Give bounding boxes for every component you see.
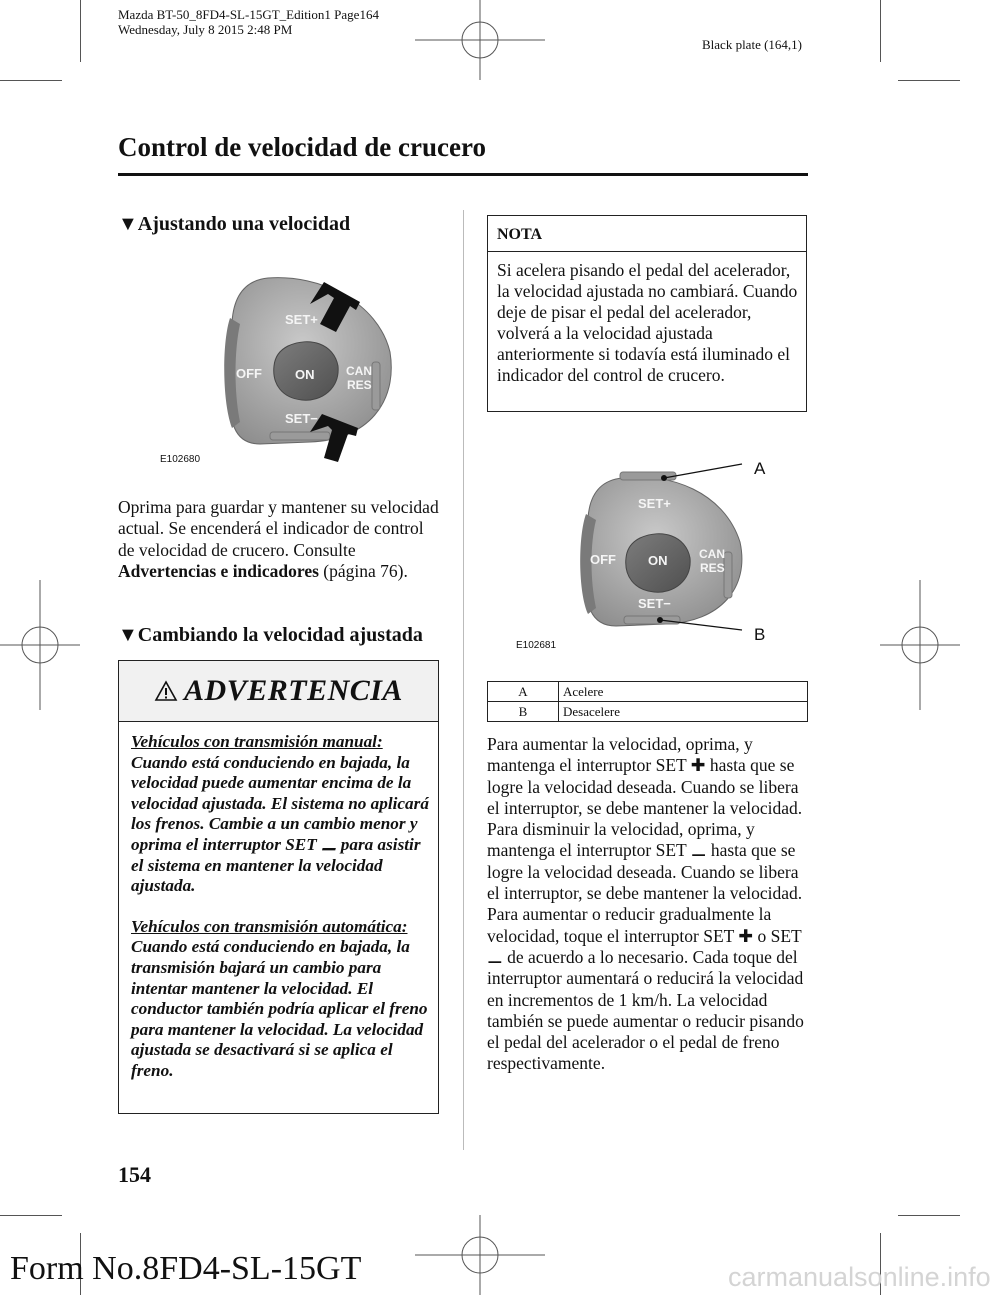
watermark: carmanualsonline.info bbox=[728, 1262, 991, 1292]
warning-body bbox=[119, 722, 438, 1082]
note-box bbox=[487, 215, 807, 412]
fig2-set-plus-label: SET+ bbox=[638, 496, 671, 511]
table-cell-value: Desacelere bbox=[559, 702, 808, 722]
cruise-switch-figure bbox=[150, 262, 410, 467]
section-heading-ajustando: ▼Ajustando una velocidad bbox=[118, 213, 351, 235]
fig1-can-label: CAN bbox=[346, 364, 372, 378]
warning-title: ADVERTENCIA bbox=[184, 674, 403, 707]
fig2-code: E102681 bbox=[516, 640, 557, 651]
section1-paragraph: Oprima para guardar y mantener su velocidad actual. Se encenderá el indicador de control de velocidad de crucero. Consulte Advertencias e indicadores (página 76). bbox=[118, 497, 439, 581]
table-cell-value: Acelere bbox=[559, 682, 808, 702]
column-divider bbox=[463, 210, 464, 1150]
legend-table bbox=[487, 681, 808, 722]
section-heading-cambiando: ▼Cambiando la velocidad ajustada bbox=[118, 624, 423, 646]
fig2-res-label: RES bbox=[700, 561, 725, 575]
callout-line-b bbox=[660, 620, 742, 630]
warning-box bbox=[118, 660, 439, 1114]
triangle-down-icon: ▼ bbox=[118, 624, 138, 646]
warning-triangle-icon bbox=[154, 680, 178, 702]
table-row bbox=[488, 702, 808, 722]
table-cell-key: A bbox=[488, 682, 559, 702]
fig2-off-label: OFF bbox=[590, 552, 616, 567]
fig1-on-label: ON bbox=[295, 367, 315, 382]
print-meta-line2: Wednesday, July 8 2015 2:48 PM bbox=[118, 22, 293, 37]
registration-mark-top bbox=[415, 0, 545, 80]
fig1-set-minus-label: SET− bbox=[285, 411, 318, 426]
note-title: NOTA bbox=[488, 216, 806, 252]
fig1-set-plus-label: SET+ bbox=[285, 312, 318, 327]
triangle-down-icon: ▼ bbox=[118, 213, 138, 235]
print-meta bbox=[118, 7, 379, 37]
warning-auto-text: Cuando está conduciendo en bajada, la transmisión bajará un cambio para intentar mantener la velocidad. El conductor también podría aplicar el freno para mantener la velocidad. La velocidad ajustada se desactivará si se aplica el freno. bbox=[131, 937, 428, 1080]
table-cell-key: B bbox=[488, 702, 559, 722]
fig2-set-minus-label: SET− bbox=[638, 596, 671, 611]
page-number: 154 bbox=[118, 1162, 151, 1187]
fig2-can-label: CAN bbox=[699, 547, 725, 561]
print-meta-line1: Mazda BT-50_8FD4-SL-15GT_Edition1 Page164 bbox=[118, 7, 379, 22]
table-row bbox=[488, 682, 808, 702]
instructions-paragraph: Para aumentar la velocidad, oprima, y mantenga el interruptor SET ✚ hasta que se logre la velocidad deseada. Cuando se libera el interruptor, se debe mantener la velocidad. Para disminuir la velocidad, oprima, y mantenga el interruptor SET ⚊ hasta que se logre la velocidad deseada. Cuando se libera el interruptor, se debe mantener la velocidad. Para aumentar o reducir gradualmente la velocidad, toque el interruptor SET ✚ o SET ⚊ de acuerdo a lo necesario. Cada toque del interruptor aumentará o reducirá la velocidad en incrementos de 1 km/h. La velocidad también se puede aumentar o reducir pisando el pedal del acelerador o el pedal de freno respectivamente. bbox=[487, 734, 804, 1074]
registration-mark-bottom bbox=[415, 1215, 545, 1295]
page-title: Control de velocidad de crucero bbox=[118, 132, 486, 162]
note-body: Si acelera pisando el pedal del acelerador, la velocidad ajustada no cambiará. Cuando deje de pisar el pedal del acelerador, volverá a la velocidad ajustada anteriormente si todavía está iluminado el indicador del control de crucero. bbox=[497, 260, 798, 385]
cruise-switch-callout-figure bbox=[510, 450, 800, 655]
form-number: Form No.8FD4-SL-15GT bbox=[10, 1250, 362, 1287]
callout-line-a bbox=[664, 464, 742, 478]
cross-reference-link[interactable]: Advertencias e indicadores bbox=[118, 560, 319, 581]
warning-header bbox=[119, 661, 438, 722]
title-rule bbox=[118, 173, 808, 176]
registration-mark-right bbox=[880, 580, 960, 710]
plate-label: Black plate (164,1) bbox=[702, 37, 802, 52]
callout-b: B bbox=[754, 625, 766, 644]
registration-mark-left bbox=[0, 580, 80, 710]
fig1-off-label: OFF bbox=[236, 366, 262, 381]
warning-auto-heading: Vehículos con transmisión automática: bbox=[131, 916, 408, 936]
fig1-res-label: RES bbox=[347, 378, 372, 392]
fig2-on-label: ON bbox=[648, 553, 668, 568]
fig1-code: E102680 bbox=[160, 454, 201, 465]
warning-manual-heading: Vehículos con transmisión manual: bbox=[131, 732, 383, 751]
callout-a: A bbox=[754, 459, 766, 478]
warning-manual-text: Cuando está conduciendo en bajada, la velocidad puede aumentar encima de la velocidad ajustada. El sistema no aplicará los frenos. Cambie a un cambio menor y oprima el interruptor SET ⚊ para asistir el sistema en mantener la velocidad ajustada. bbox=[131, 752, 429, 896]
